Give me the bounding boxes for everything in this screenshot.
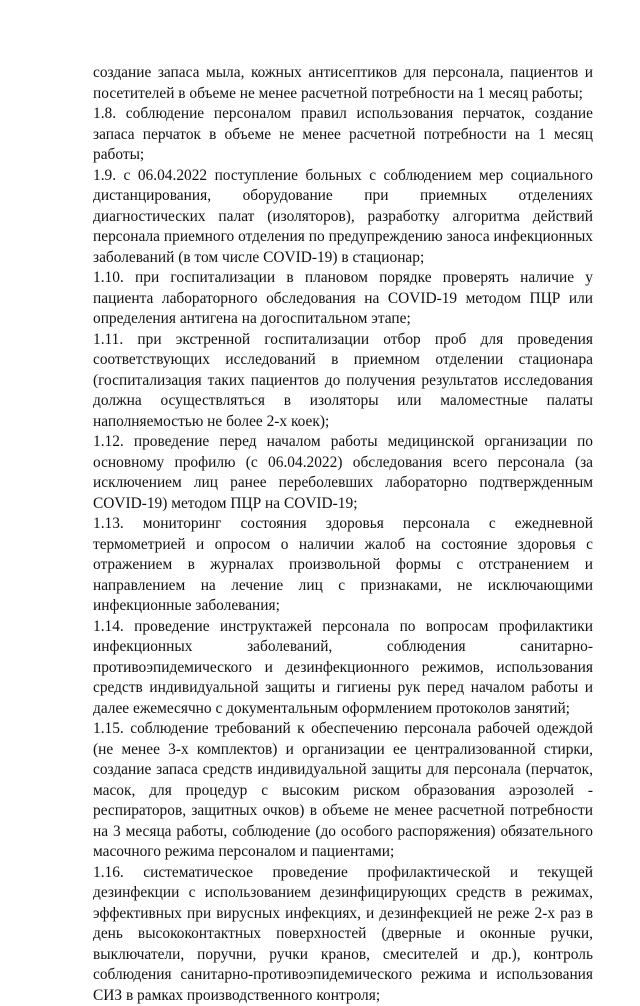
paragraph-1-14: 1.14. проведение инструктажей персонала по вопросам профилактики инфекционных заболеваний, соблюдения санитарно-противоэпидемического и дезинфекционного режимов, использования средств индивидуальной защиты и гигиены рук перед началом работы и далее ежемесячно с документальным оформлением протоколов занятий; xyxy=(93,617,593,720)
paragraph-1-12: 1.12. проведение перед началом работы медицинской организации по основному профилю (с 06.04.2022) обследования всего персонала (за исключением лиц ранее переболевших лабораторно подтвержденным COVID-19) методом ПЦР на COVID-19; xyxy=(93,432,593,514)
paragraph-continuation: создание запаса мыла, кожных антисептиков для персонала, пациентов и посетителей в объеме не менее расчетной потребности на 1 месяц работы; xyxy=(93,63,593,104)
paragraph-1-8: 1.8. соблюдение персоналом правил использования перчаток, создание запаса перчаток в объеме не менее расчетной потребности на 1 месяц работы; xyxy=(93,104,593,166)
paragraph-1-11: 1.11. при экстренной госпитализации отбор проб для проведения соответствующих исследований в приемном отделении стационара (госпитализация таких пациентов до получения результатов исследования должна осуществляться в изоляторы или маломестные палаты наполняемостью не более 2-х коек); xyxy=(93,330,593,433)
paragraph-1-9: 1.9. с 06.04.2022 поступление больных с соблюдением мер социального дистанцирования, оборудование при приемных отделениях диагностических палат (изоляторов), разработку алгоритма действий персонала приемного отделения по предупреждению заноса инфекционных заболеваний (в том числе COVID-19) в стационар; xyxy=(93,166,593,269)
paragraph-1-13: 1.13. мониторинг состояния здоровья персонала с ежедневной термометрией и опросом о наличии жалоб на состояние здоровья с отражением в журналах произвольной формы с отстранением и направлением на лечение лиц с признаками, не исключающими инфекционные заболевания; xyxy=(93,514,593,617)
paragraph-1-10: 1.10. при госпитализации в плановом порядке проверять наличие у пациента лабораторного обследования на COVID-19 методом ПЦР или определения антигена на догоспитальном этапе; xyxy=(93,268,593,330)
document-body xyxy=(93,63,593,1006)
paragraph-1-15: 1.15. соблюдение требований к обеспечению персонала рабочей одеждой (не менее 3-х комплектов) и организации ее централизованной стирки, создание запаса средств индивидуальной защиты для персонала (перчаток, масок, для процедур с высоким риском образования аэрозолей - респираторов, защитных очков) в объеме не менее расчетной потребности на 3 месяца работы, соблюдение (до особого распоряжения) обязательного масочного режима персоналом и пациентами; xyxy=(93,719,593,863)
paragraph-1-16: 1.16. систематическое проведение профилактической и текущей дезинфекции с использованием дезинфицирующих средств в режимах, эффективных при вирусных инфекциях, и дезинфекцией не реже 2-х раз в день высококонтактных поверхностей (дверные и оконные ручки, выключатели, поручни, ручки кранов, смесителей и др.), контроль соблюдения санитарно-противоэпидемического режима и использования СИЗ в рамках производственного контроля; xyxy=(93,863,593,1006)
